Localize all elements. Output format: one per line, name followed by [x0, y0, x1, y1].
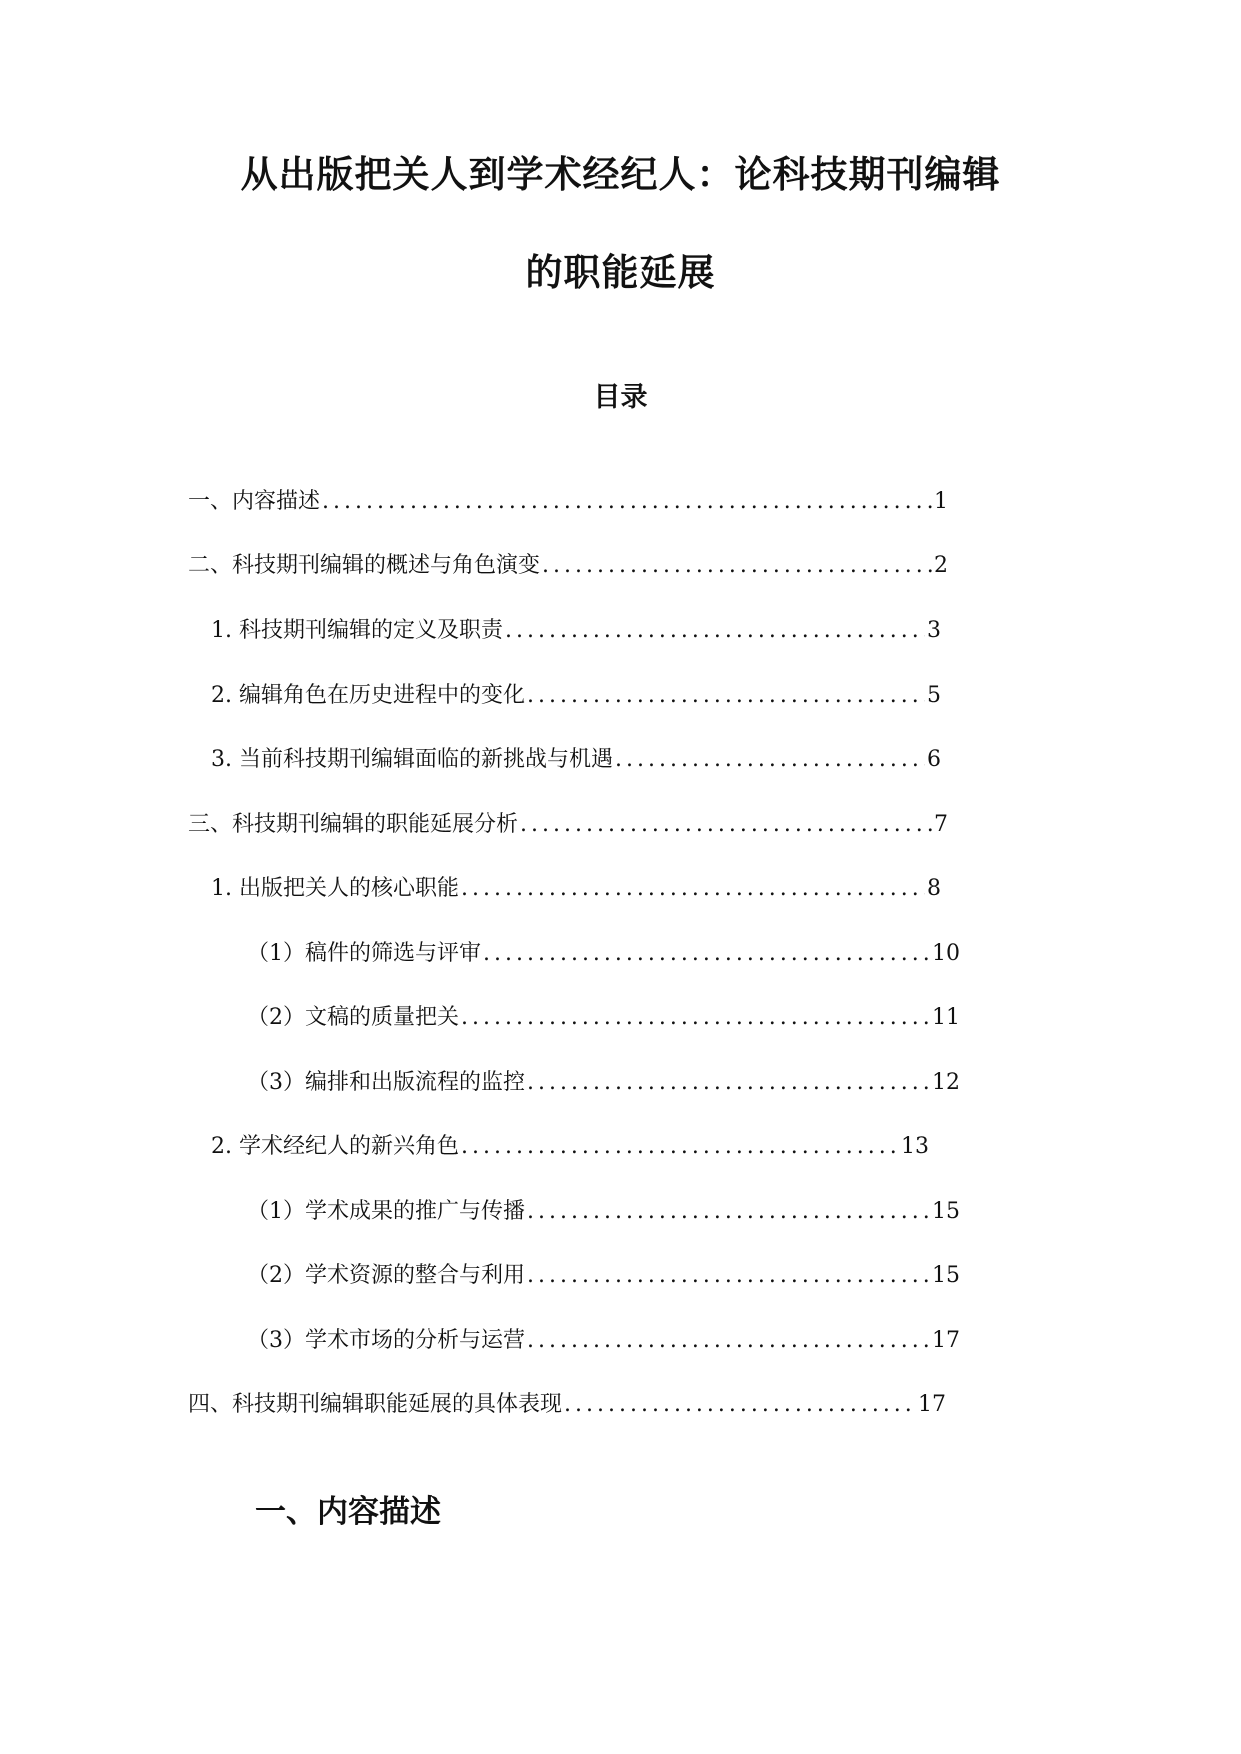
toc-dot-leader [527, 1197, 930, 1227]
toc-entry[interactable] [247, 1068, 960, 1098]
section-heading: 一、内容描述 [255, 1494, 441, 1530]
toc-entry[interactable] [247, 1261, 960, 1291]
toc-entry[interactable] [247, 1326, 960, 1356]
toc-page-number: 12 [932, 1070, 960, 1095]
toc-entry-text: 二、科技期刊编辑的概述与角色演变 [188, 553, 541, 578]
toc-entry-text: （2）学术资源的整合与利用 [247, 1263, 525, 1288]
toc-entry[interactable] [211, 745, 941, 775]
toc-entry[interactable] [247, 1197, 960, 1227]
toc-entry-text: 1. 科技期刊编辑的定义及职责 [211, 618, 503, 643]
document-title-line-1: 从出版把关人到学术经纪人：论科技期刊编辑 [240, 153, 1001, 196]
toc-page-number: 11 [932, 1005, 960, 1030]
toc-dot-leader [461, 874, 925, 904]
toc-page-number: 2 [934, 553, 948, 578]
toc-dot-leader [542, 551, 932, 581]
toc-page-number: 15 [932, 1263, 960, 1288]
toc-dot-leader [527, 681, 925, 711]
toc-dot-leader [527, 1261, 930, 1291]
toc-page-number: 15 [932, 1199, 960, 1224]
toc-entry[interactable] [211, 681, 941, 711]
toc-page-number: 10 [932, 941, 960, 966]
toc-entry[interactable] [188, 810, 948, 840]
toc-entry-text: （1）学术成果的推广与传播 [247, 1199, 525, 1224]
toc-entry-text: （3）学术市场的分析与运营 [247, 1328, 525, 1353]
toc-dot-leader [527, 1068, 930, 1098]
toc-entry[interactable] [211, 616, 941, 646]
toc-entry-text: （3）编排和出版流程的监控 [247, 1070, 525, 1095]
toc-dot-leader [527, 1326, 930, 1356]
toc-entry[interactable] [188, 1390, 946, 1420]
toc-dot-leader [322, 487, 932, 517]
toc-dot-leader [564, 1390, 916, 1420]
toc-entry-text: 2. 编辑角色在历史进程中的变化 [211, 683, 525, 708]
toc-entry-text: （1）稿件的筛选与评审 [247, 941, 481, 966]
toc-entry-text: 3. 当前科技期刊编辑面临的新挑战与机遇 [211, 747, 613, 772]
toc-entry-text: 三、科技期刊编辑的职能延展分析 [188, 812, 519, 837]
toc-page-number: 1 [934, 489, 948, 514]
toc-entry-text: 一、内容描述 [188, 489, 321, 514]
toc-entry[interactable] [247, 1003, 960, 1033]
toc-page-number: 5 [927, 683, 941, 708]
toc-dot-leader [461, 1003, 930, 1033]
toc-dot-leader [461, 1132, 899, 1162]
toc-page-number: 6 [927, 747, 941, 772]
toc-entry[interactable] [211, 1132, 929, 1162]
toc-heading: 目录 [593, 382, 648, 413]
toc-dot-leader [505, 616, 925, 646]
document-title-line-2: 的职能延展 [525, 251, 716, 294]
toc-entry[interactable] [188, 487, 948, 517]
toc-dot-leader [615, 745, 925, 775]
toc-page-number: 17 [918, 1392, 946, 1417]
toc-entry-text: 2. 学术经纪人的新兴角色 [211, 1134, 459, 1159]
toc-entry[interactable] [188, 551, 948, 581]
toc-page-number: 3 [927, 618, 941, 643]
toc-page-number: 13 [901, 1134, 929, 1159]
toc-dot-leader [483, 939, 930, 969]
toc-page-number: 17 [932, 1328, 960, 1353]
toc-entry-text: 1. 出版把关人的核心职能 [211, 876, 459, 901]
toc-entry[interactable] [211, 874, 941, 904]
toc-entry[interactable] [247, 939, 960, 969]
toc-dot-leader [520, 810, 932, 840]
toc-entry-text: 四、科技期刊编辑职能延展的具体表现 [188, 1392, 563, 1417]
toc-page-number: 7 [934, 812, 948, 837]
toc-page-number: 8 [927, 876, 941, 901]
toc-entry-text: （2）文稿的质量把关 [247, 1005, 459, 1030]
